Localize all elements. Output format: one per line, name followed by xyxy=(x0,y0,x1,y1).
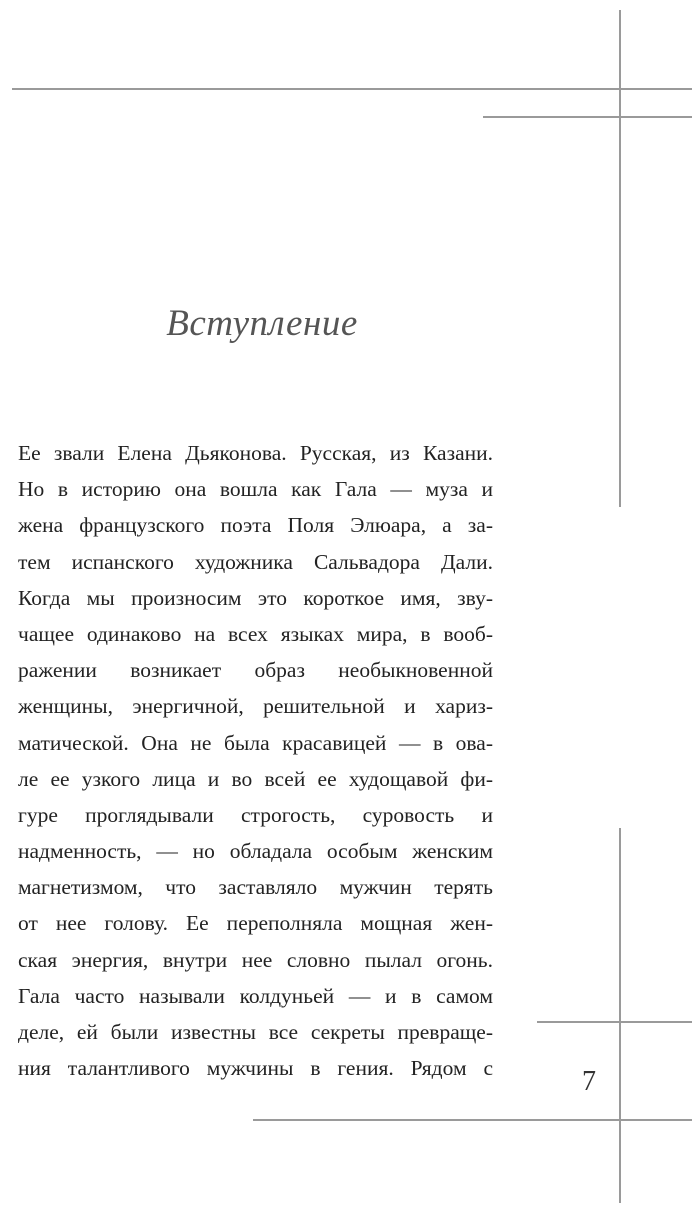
body-text xyxy=(18,435,493,1086)
text-line: Когда мы произносим это короткое имя, зву- xyxy=(18,585,493,610)
text-line: ле ее узкого лица и во всей ее худощавой фи- xyxy=(18,766,493,791)
bottom-horizontal-rule xyxy=(253,1119,692,1121)
text-line: деле, ей были известны все секреты превраще- xyxy=(18,1020,493,1044)
bottom-short-horizontal-rule xyxy=(537,1021,692,1023)
top-short-horizontal-rule xyxy=(483,116,692,118)
top-vertical-rule xyxy=(619,10,621,507)
text-line: ская энергия, внутри нее словно пылал огонь. xyxy=(18,947,493,972)
text-line: жена французского поэта Поля Элюара, а за- xyxy=(18,513,493,538)
text-line: от нее голову. Ее переполняла мощная жен- xyxy=(18,911,493,936)
text-line: Ее звали Елена Дьяконова. Русская, из Казани. xyxy=(18,441,493,465)
text-line: матической. Она не была красавицей — в ова- xyxy=(18,730,493,755)
text-line: чащее одинаково на всех языках мира, в вооб- xyxy=(18,621,493,646)
text-line: магнетизмом, что заставляло мужчин терять xyxy=(18,875,493,900)
text-line: гуре проглядывали строгость, суровость и xyxy=(18,802,493,827)
page-number: 7 xyxy=(582,1066,596,1097)
text-line: тем испанского художника Сальвадора Дали. xyxy=(18,549,493,574)
text-line: Гала часто называли колдуньей — и в самом xyxy=(18,983,493,1008)
text-line: надменность, — но обладала особым женским xyxy=(18,839,493,864)
bottom-vertical-rule xyxy=(619,828,621,1203)
text-line: Но в историю она вошла как Гала — муза и xyxy=(18,477,493,502)
text-line: ражении возникает образ необыкновенной xyxy=(18,658,493,683)
top-horizontal-rule xyxy=(12,88,692,90)
text-line: ния талантливого мужчины в гения. Рядом с xyxy=(18,1056,493,1081)
chapter-title: Вступление xyxy=(166,303,358,344)
text-line: женщины, энергичной, решительной и хариз- xyxy=(18,694,493,719)
